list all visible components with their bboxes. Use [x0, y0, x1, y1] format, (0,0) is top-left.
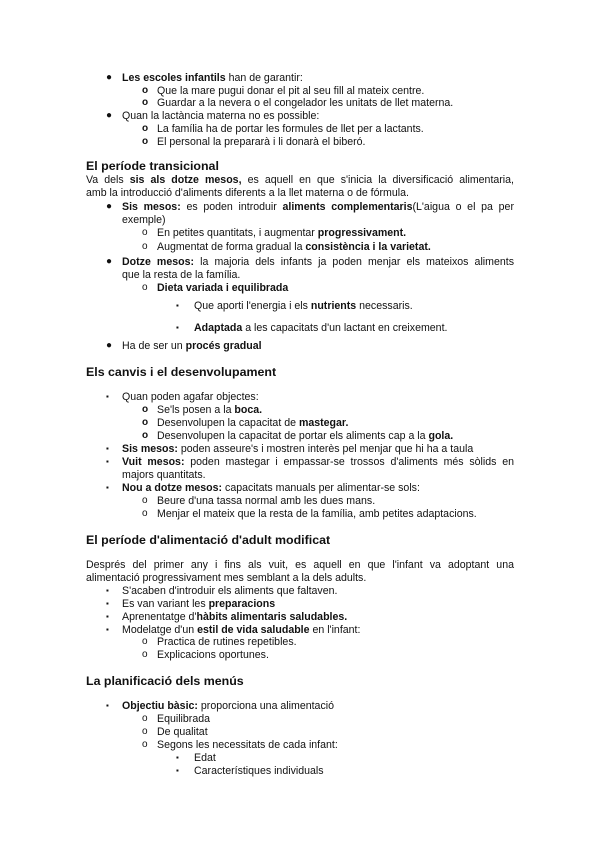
paragraph-line: alimentació progressivament mes semblant a la dels adults.: [86, 572, 367, 584]
section-heading: Els canvis i el desenvolupament: [86, 365, 277, 379]
sub-list-item: Desenvolupen la capacitat de mastegar.: [157, 417, 349, 429]
list-item-continuation: majors quantitats.: [122, 469, 206, 481]
bullet-square: ▪: [106, 599, 109, 608]
sub-list-item: Guardar a la nevera o el congelador les unitats de llet materna.: [157, 97, 454, 109]
bullet-circle: o: [142, 282, 148, 293]
section-heading: El període transicional: [86, 159, 219, 173]
sub-list-item: En petites quantitats, i augmentar progressivament.: [157, 227, 407, 239]
list-item: Sis mesos: es poden introduir aliments complementaris(L'aigua o el pa per: [122, 201, 514, 213]
sub-list-item: La família ha de portar les formules de llet per a lactants.: [157, 123, 424, 135]
sub-list-item: Equilibrada: [157, 713, 211, 725]
bullet-square: ▪: [106, 483, 109, 492]
sub-list-item: El personal la prepararà i li donarà el biberó.: [157, 136, 366, 148]
bullet-circle: o: [142, 136, 149, 147]
paragraph-line: amb la introducció d'aliments diferents a la llet materna o de fórmula.: [86, 187, 409, 199]
sub-list-item: Menjar el mateix que la resta de la família, amb petites adaptacions.: [157, 508, 477, 520]
bullet-circle: o: [142, 726, 148, 737]
list-item: Sis mesos: poden asseure's i mostren interès pel menjar que hi ha a taula: [122, 443, 474, 455]
list-item: Les escoles infantils han de garantir:: [122, 72, 303, 84]
bullet-circle: o: [142, 404, 149, 415]
bullet-circle: o: [142, 636, 148, 647]
list-item: Quan poden agafar objectes:: [122, 391, 259, 403]
list-item-continuation: exemple): [122, 214, 166, 226]
list-item: Vuit mesos: poden mastegar i empassar-se trossos d'aliments més sòlids en: [122, 456, 514, 468]
paragraph-line: Després del primer any i fins als vuit, es aquell en que l'infant va adoptant una: [86, 559, 514, 571]
list-item: Ha de ser un procés gradual: [122, 340, 262, 352]
sub-list-item: Que la mare pugui donar el pit al seu fill al mateix centre.: [157, 85, 425, 97]
sub-list-item: Beure d'una tassa normal amb les dues mans.: [157, 495, 376, 507]
bullet-circle: o: [142, 241, 148, 252]
bullet-square: ▪: [106, 612, 109, 621]
bullet-square: ▪: [106, 625, 109, 634]
bullet-square: ▪: [176, 323, 179, 332]
sub-list-item: Dieta variada i equilibrada: [157, 282, 289, 294]
bullet-circle: o: [142, 227, 148, 238]
bullet-circle: o: [142, 85, 149, 96]
sub-list-item: Desenvolupen la capacitat de portar els aliments cap a la gola.: [157, 430, 454, 442]
bullet-square: ▪: [106, 586, 109, 595]
bullet-circle: o: [142, 97, 149, 108]
bullet-circle: o: [142, 739, 148, 750]
bullet-circle: o: [142, 713, 148, 724]
list-item: Dotze mesos: la majoria dels infants ja poden menjar els mateixos aliments: [122, 256, 515, 268]
bullet-circle: o: [142, 508, 148, 519]
bullet-dot: ●: [106, 72, 113, 83]
bullet-square: ▪: [176, 753, 179, 762]
sub-list-item: Se'ls posen a la boca.: [157, 404, 263, 416]
bullet-dot: ●: [106, 110, 113, 121]
sub-sub-list-item: Característiques individuals: [194, 765, 324, 777]
list-item: Quan la lactància materna no es possible:: [122, 110, 320, 122]
list-item: Nou a dotze mesos: capacitats manuals per alimentar-se sols:: [122, 482, 420, 494]
list-item: S'acaben d'introduir els aliments que faltaven.: [122, 585, 338, 597]
list-item: Aprenentatge d'hàbits alimentaris saludables.: [122, 611, 348, 623]
sub-list-item: Segons les necessitats de cada infant:: [157, 739, 338, 751]
section-heading: La planificació dels menús: [86, 674, 244, 688]
section-heading: El període d'alimentació d'adult modificat: [86, 533, 331, 547]
list-item: Objectiu bàsic: proporciona una alimentació: [122, 700, 334, 712]
bullet-circle: o: [142, 417, 149, 428]
bullet-circle: o: [142, 649, 148, 660]
bullet-dot: ●: [106, 201, 113, 212]
bullet-circle: o: [142, 430, 149, 441]
bullet-square: ▪: [176, 301, 179, 310]
bullet-square: ▪: [106, 392, 109, 401]
bullet-circle: o: [142, 495, 148, 506]
paragraph-line: Va dels sis als dotze mesos, es aquell en que s'inicia la diversificació alimentaria,: [86, 174, 514, 186]
sub-sub-list-item: Edat: [194, 752, 216, 764]
sub-sub-list-item: Que aporti l'energia i els nutrients necessaris.: [194, 300, 413, 312]
list-item: Es van variant les preparacions: [122, 598, 276, 610]
list-item-continuation: que la resta de la família.: [122, 269, 241, 281]
sub-list-item: Explicacions oportunes.: [157, 649, 269, 661]
bullet-dot: ●: [106, 256, 113, 267]
sub-sub-list-item: Adaptada a les capacitats d'un lactant en creixement.: [194, 322, 448, 334]
sub-list-item: De qualitat: [157, 726, 208, 738]
bullet-square: ▪: [176, 766, 179, 775]
sub-list-item: Practica de rutines repetibles.: [157, 636, 297, 648]
bullet-square: ▪: [106, 701, 109, 710]
bullet-square: ▪: [106, 457, 109, 466]
list-item: Modelatge d'un estil de vida saludable en l'infant:: [122, 624, 361, 636]
bullet-dot: ●: [106, 340, 113, 351]
bullet-square: ▪: [106, 444, 109, 453]
sub-list-item: Augmentat de forma gradual la consistència i la varietat.: [157, 241, 431, 253]
bullet-circle: o: [142, 123, 149, 134]
